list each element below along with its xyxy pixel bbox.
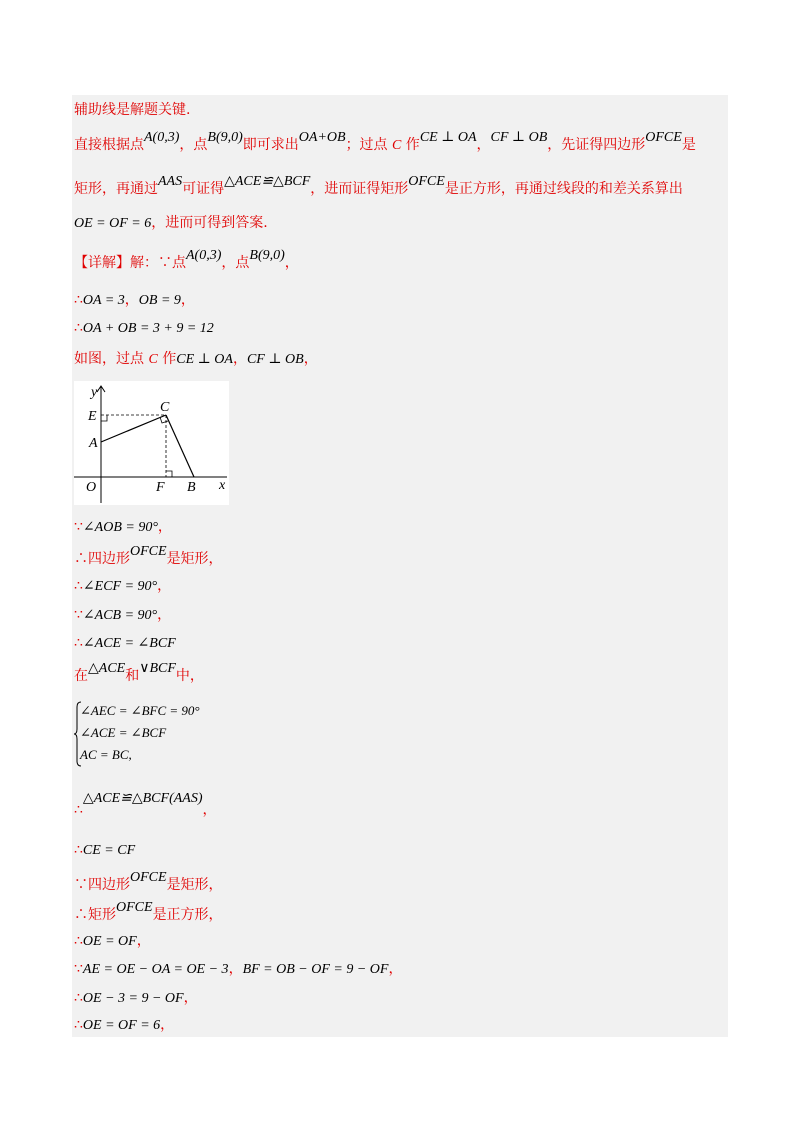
text: ， [202,802,217,818]
text: ；过点 [345,137,393,153]
text-line [74,959,402,980]
text: 和 [125,668,140,684]
text: ， [136,933,151,949]
text: ， [476,137,491,153]
math: CE ⊥ OA [176,352,233,367]
text-line [74,870,223,896]
text-line [74,544,223,570]
label-f: F [156,480,165,495]
therefore-symbol: ∴ [74,1017,83,1033]
because-symbol: ∵ [74,961,83,977]
text-line [74,318,214,339]
text-line [74,174,683,200]
text: ，进而可得到答案. [151,215,268,231]
text: 作 [157,351,177,367]
math: OB = 9 [138,293,181,308]
math: OFCE [130,544,167,559]
math: CF ⊥ OB [246,352,304,367]
math: C [392,138,402,153]
math: BF = OB − OF = 9 − OF [242,962,389,977]
math: OA+OB [298,130,346,145]
therefore-symbol: ∴ [74,578,83,594]
equation: AC = BC, [80,747,132,762]
text: 是正方形，再通过线段的和差关系算出 [444,181,683,197]
text-line [74,791,217,821]
text-line [74,130,696,156]
segment-ac [101,415,166,442]
therefore-symbol: ∴ [74,320,83,336]
text-line [74,900,223,926]
math: OFCE [408,174,445,189]
label-y: y [91,385,98,400]
because-symbol: ∵ [74,519,83,535]
text-line [74,633,176,654]
geometry-diagram [74,381,229,505]
math: OA = 3 [82,293,125,308]
text: 是矩形， [166,551,223,567]
math: OFCE [645,130,682,145]
therefore-symbol: ∴ [74,635,83,651]
text: ， [228,961,243,977]
text: 如图，过点 [74,351,149,367]
text: 矩形，再通过 [74,181,158,197]
solution-panel [72,95,728,1037]
right-angle-e [101,415,107,421]
math: OE = OF [82,934,137,949]
label-o: O [86,480,97,495]
text: ， [157,519,172,535]
text: 【详解】解：∵点 [74,255,186,271]
math: B(9,0) [249,248,285,263]
math: ∠ACE = ∠BCF [82,636,176,651]
text-line [74,605,171,626]
text: ， [232,351,247,367]
math: A(0,3) [144,130,180,145]
text: ，点 [179,137,208,153]
equation: ∠AEC = ∠BFC = 90° [80,703,200,718]
math: ∠ACB = 90° [82,608,158,623]
math: △ACE≌△BCF [224,174,311,189]
math: CF ⊥ OB [490,130,548,145]
text-line [74,661,204,687]
math: OE − 3 = 9 − OF [82,991,184,1006]
text: ， [160,1017,175,1033]
text: ， [124,292,139,308]
text: ， [157,607,172,623]
math: OFCE [116,900,153,915]
text: 辅助线是解题关键. [74,102,191,118]
text: ∵四边形 [74,877,130,893]
text: ， [303,351,318,367]
text-line [74,213,268,234]
math: ∠AOB = 90° [82,520,158,535]
text: 即可求出 [242,137,299,153]
math: CE ⊥ OA [419,130,477,145]
text: ， [157,578,172,594]
math: △ACE≌△BCF(AAS) [82,791,203,806]
math: AAS [158,174,183,189]
therefore-symbol: ∴ [74,842,83,858]
math: AE = OE − OA = OE − 3 [82,962,229,977]
label-x: x [219,478,226,493]
text: ∴四边形 [74,551,130,567]
text: ， [388,961,403,977]
text-line [74,517,172,538]
label-a: A [89,436,98,451]
equation: ∠ACE = ∠BCF [80,725,167,740]
text: ，点 [221,255,250,271]
right-angle-f [166,471,172,477]
text-line [74,931,151,952]
text: ，进而证得矩形 [310,181,409,197]
text-line [74,1015,174,1036]
math: A(0,3) [186,248,222,263]
text-line [74,248,299,274]
math: ∨BCF [139,661,176,676]
math: CE = CF [82,843,136,858]
because-symbol: ∵ [74,607,83,623]
text-line [74,349,318,370]
math: OFCE [130,870,167,885]
math: ∠ECF = 90° [82,579,158,594]
text-line [74,840,135,861]
text: ∴矩形 [74,907,116,923]
text-line [74,988,198,1009]
text-line [74,576,171,597]
math: B(9,0) [207,130,243,145]
text: ，先证得四边形 [547,137,646,153]
math: △ACE [88,661,126,676]
therefore-symbol: ∴ [74,990,83,1006]
label-e: E [88,409,97,424]
equation-system [74,701,274,767]
math: OE = OF = 6 [82,1018,161,1033]
math: OE = OF = 6 [74,216,152,231]
text: 可证得 [182,181,225,197]
text: 是正方形， [152,907,223,923]
text: 是 [681,137,696,153]
text-line [74,100,190,120]
geometry-figure [74,381,229,505]
label-b: B [187,480,196,495]
text-line [74,290,195,311]
text: 中， [175,668,204,684]
text: 在 [74,668,88,684]
text: ， [284,255,299,271]
text: 是矩形， [166,877,223,893]
therefore-symbol: ∴ [74,802,83,818]
therefore-symbol: ∴ [74,933,83,949]
math: OA + OB = 3 + 9 = 12 [82,321,214,336]
label-c: C [160,400,170,415]
text: 作 [401,137,420,153]
text: ， [183,990,198,1006]
text: ， [180,292,195,308]
therefore-symbol: ∴ [74,292,83,308]
text: 直接根据点 [74,137,144,153]
segment-cb [166,415,194,477]
math: C [148,352,158,367]
